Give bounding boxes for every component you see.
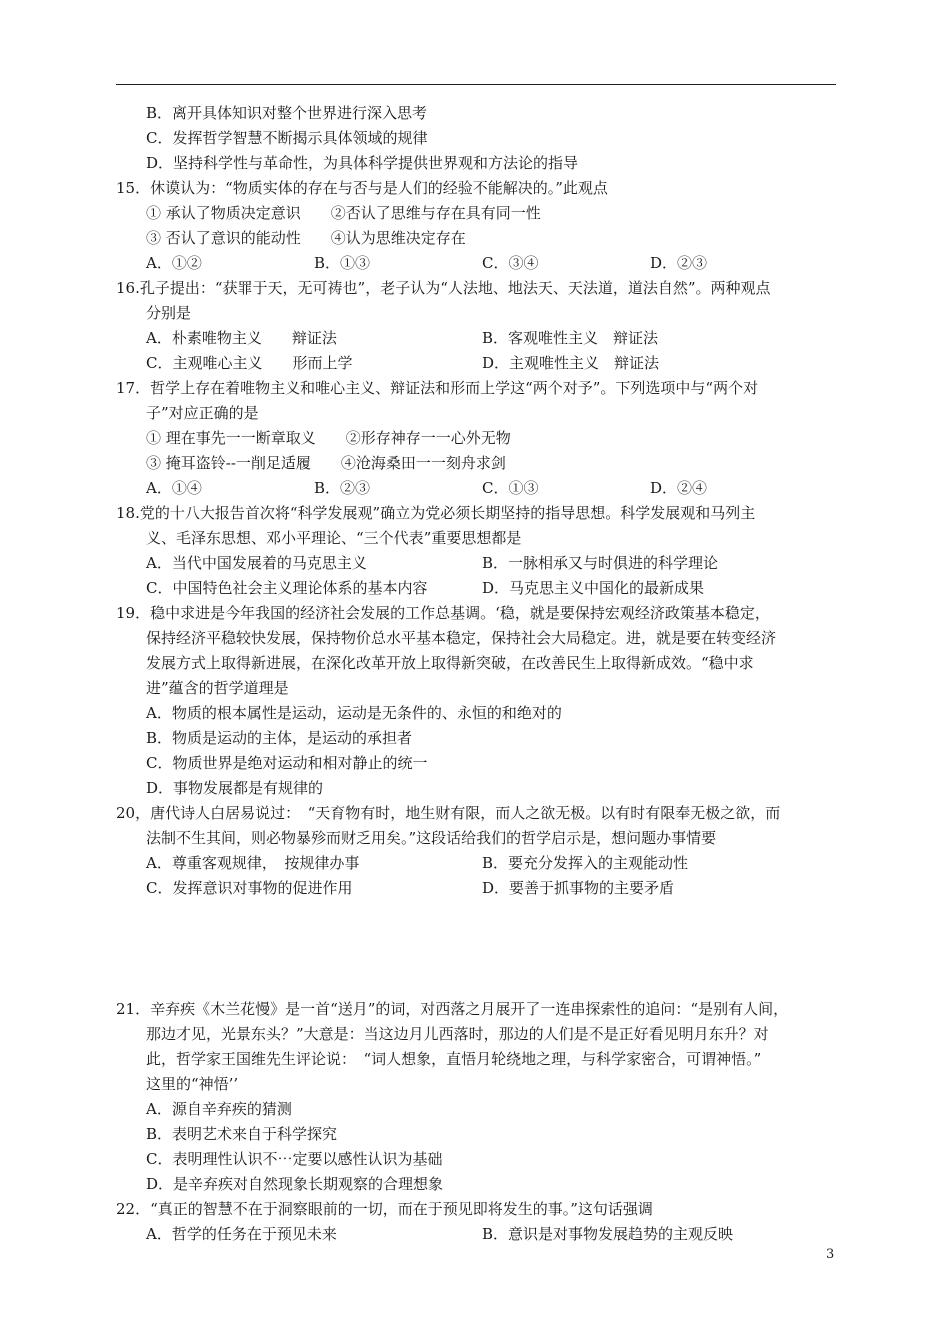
text-line: 义、毛泽东思想、邓小平理论、“三个代表”重要思想都是 xyxy=(146,529,522,547)
text-line: A．朴素唯物主义 辩证法 xyxy=(146,329,337,347)
text-line: C．主观唯心主义 形而上学 xyxy=(146,354,353,372)
text-line: A．尊重客观规律， 按规律办事 xyxy=(146,854,360,872)
text-line: C．发挥哲学智慧不断揭示具体领域的规律 xyxy=(146,129,428,147)
text-line: 22．“真正的智慧不在于洞察眼前的一切，而在于预见即将发生的事。”这句话强调 xyxy=(116,1200,653,1218)
text-line: C．中国特色社会主义理论体系的基本内容 xyxy=(146,579,428,597)
page-number: 3 xyxy=(826,1247,835,1262)
text-line: D．②④ xyxy=(650,479,708,497)
text-line: B．意识是对事物发展趋势的主观反映 xyxy=(482,1225,734,1243)
text-line: 17．哲学上存在着唯物主义和唯心主义、辩证法和形而上学这“两个对予”。下列选项中与“两个对 xyxy=(116,379,759,397)
text-line: 那边才见，光景东头？”大意是：当这边月儿西落时，那边的人们是不是正好看见明月东升？对 xyxy=(146,1025,769,1043)
text-line: 保持经济平稳较快发展，保持物价总水平基本稳定，保持社会大局稳定。进，就是要在转变经济 xyxy=(146,629,777,647)
text-line: C．物质世界是绝对运动和相对静止的统一 xyxy=(146,754,428,772)
text-line: 21．辛弃疾《木兰花慢》是一首“送月”的词，对西落之月展开了一连串探索性的追问：“是别有人间， xyxy=(116,1000,789,1018)
text-line: A．哲学的任务在于预见未来 xyxy=(146,1225,337,1243)
text-line: D．马克思主义中国化的最新成果 xyxy=(482,579,705,597)
text-line: D．②③ xyxy=(650,254,708,272)
text-line: C．发挥意识对事物的促进作用 xyxy=(146,879,353,897)
text-line: ① 承认了物质决定意识 ②否认了思维与存在具有同一性 xyxy=(146,204,541,222)
text-line: 发展方式上取得新进展，在深化改革开放上取得新突破，在改善民生上取得新成效。“稳中求 xyxy=(146,654,754,672)
text-line: ① 理在事先一一断章取义 ②形存神存一一心外无物 xyxy=(146,429,511,447)
text-line: 法制不生其间，则必物暴殄而财乏用矣。”这段话给我们的哲学启示是，想问题办事情要 xyxy=(146,829,717,847)
text-line: 分别是 xyxy=(146,304,192,322)
text-line: 16.孔子提出：“获罪于天，无可祷也”，老子认为“人法地、地法天、天法道，道法自然”。两种观点 xyxy=(116,279,771,297)
text-line: 进”蕴含的哲学道理是 xyxy=(146,679,289,697)
text-line: ③ 否认了意识的能动性 ④认为思维决定存在 xyxy=(146,229,466,247)
text-line: D．坚持科学性与革命性，为具体科学提供世界观和方法论的指导 xyxy=(146,154,579,172)
text-line: B．离开具体知识对整个世界进行深入思考 xyxy=(146,104,428,122)
text-line: D．主观唯性主义 辩证法 xyxy=(482,354,660,372)
text-line: B．一脉相承又与时俱进的科学理论 xyxy=(482,554,719,572)
text-line: D．是辛弃疾对自然现象长期观察的合理想象 xyxy=(146,1175,444,1193)
header-rule xyxy=(116,84,836,85)
text-line: 子”对应正确的是 xyxy=(146,404,259,422)
text-line: A．源自辛弃疾的猜测 xyxy=(146,1100,292,1118)
text-line: 此，哲学家王国维先生评论说： “词人想象，直悟月轮绕地之理，与科学家密合，可谓神悟。” xyxy=(146,1050,762,1068)
text-line: B．表明艺术来自于科学探究 xyxy=(146,1125,338,1143)
text-line: C．③④ xyxy=(482,254,539,272)
text-line: A．①④ xyxy=(146,479,202,497)
text-line: A．①② xyxy=(146,254,202,272)
text-line: D．事物发展都是有规律的 xyxy=(146,779,324,797)
text-line: C．①③ xyxy=(482,479,539,497)
text-line: ③ 掩耳盗铃--一削足适履 ④沧海桑田一一刻舟求剑 xyxy=(146,454,506,472)
text-line: C．表明理性认识不⋯定要以感性认识为基础 xyxy=(146,1150,443,1168)
text-line: A．物质的根本属性是运动，运动是无条件的、永恒的和绝对的 xyxy=(146,704,562,722)
text-line: 18.党的十八大报告首次将“科学发展观”确立为党必须长期坚持的指导思想。科学发展观和马列主 xyxy=(116,504,756,522)
text-line: B．客观唯性主义 辩证法 xyxy=(482,329,659,347)
text-line: B．物质是运动的主体，是运动的承担者 xyxy=(146,729,413,747)
text-line: D．要善于抓事物的主要矛盾 xyxy=(482,879,675,897)
text-line: B．②③ xyxy=(314,479,371,497)
text-line: 这里的“神悟’’ xyxy=(146,1075,239,1093)
text-line: B．①③ xyxy=(314,254,371,272)
text-line: B．要充分发挥入的主观能动性 xyxy=(482,854,689,872)
text-line: 20，唐代诗人白居易说过： “天育物有时，地生财有限，而人之欲无极。以有时有限奉无极之欲，而 xyxy=(116,804,781,822)
text-line: 19．稳中求进是今年我国的经济社会发展的工作总基调。‘稳，就是要保持宏观经济政策基本稳定， xyxy=(116,604,770,622)
text-line: 15．休谟认为：“物质实体的存在与否与是人们的经验不能解决的。”此观点 xyxy=(116,179,608,197)
text-line: A．当代中国发展着的马克思主义 xyxy=(146,554,367,572)
